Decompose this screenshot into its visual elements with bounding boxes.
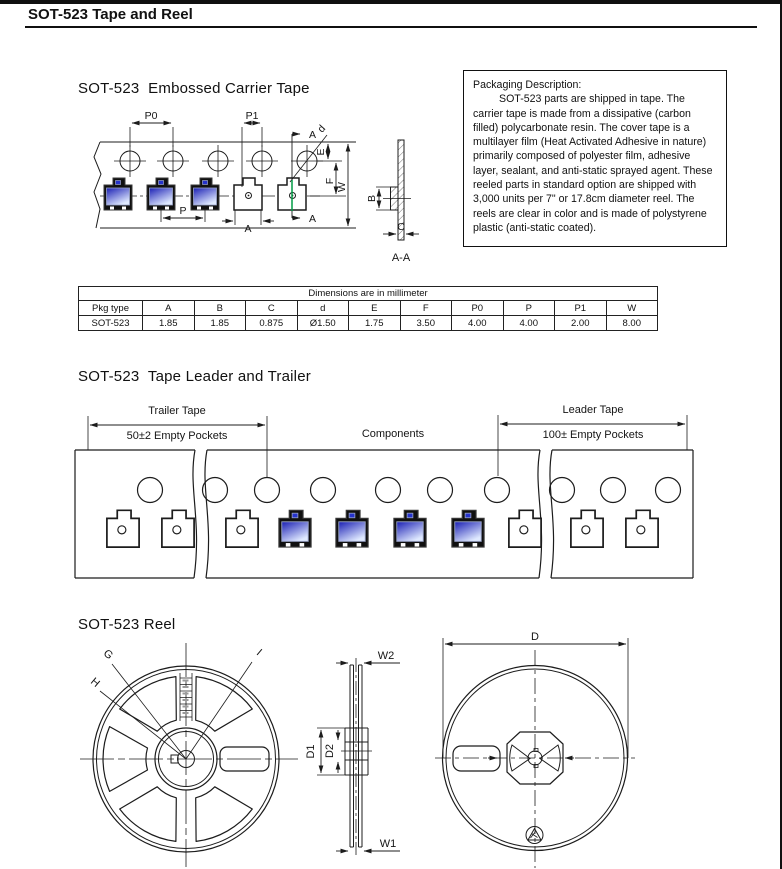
col-header: C [246, 301, 298, 316]
page-title: SOT-523 Tape and Reel [28, 6, 193, 23]
empty-pocket [162, 510, 194, 547]
cell-value: 4.00 [503, 316, 555, 331]
svg-text:B: B [366, 194, 378, 203]
cell-value: 3.50 [400, 316, 452, 331]
empty-pocket [234, 178, 262, 210]
tape-sprocket-holes [138, 478, 681, 503]
callout-h: H [88, 675, 102, 690]
title-rule [25, 26, 757, 28]
leader-trailer-drawing [55, 398, 735, 588]
cell-value: 2.00 [555, 316, 607, 331]
col-header: P [503, 301, 555, 316]
section-view-caption: A-A [391, 252, 411, 264]
dim-p1 [242, 110, 262, 187]
empty-pocket [226, 510, 258, 547]
cell-value: 0.875 [246, 316, 298, 331]
page-top-bar [0, 0, 782, 4]
packaging-title: Packaging Description: [473, 79, 582, 91]
empty-pocket [107, 510, 139, 547]
reel-heading: SOT-523 Reel [78, 616, 176, 633]
svg-text:P: P [179, 205, 187, 217]
reel-front-view [80, 643, 298, 867]
reel-section-view [305, 650, 400, 855]
svg-text:d: d [315, 122, 329, 136]
svg-text:D: D [531, 631, 539, 643]
reel-hub-slot [453, 746, 500, 771]
orientation-mark [526, 827, 543, 844]
svg-text:D2: D2 [324, 743, 336, 759]
trailer-pockets-label: 50±2 Empty Pockets [126, 430, 228, 442]
table-caption: Dimensions are in millimeter [79, 287, 658, 301]
table-data-row [79, 316, 658, 331]
svg-text:A: A [309, 213, 317, 225]
dim-w2 [336, 650, 400, 663]
packaging-body: SOT-523 parts are shipped in tape. The carrier tape is made from a dissipative (carbon filled) polycarbonate resin. The cover tape is a multilayer film (Heat Activated Adhesive in nature) primarily composed of polyester film, adhesive layer, sealant, and anti-static sprayed agent. These reeled parts in standard option are shipped with 3,000 units per 7" or 17.8cm diameter reel. The reels are clear in color and is made of polystyrene plastic (anti-static coated). [473, 93, 713, 234]
svg-text:P0: P0 [144, 110, 158, 122]
dim-w [336, 144, 348, 226]
components-label: Components [361, 428, 425, 440]
component-package [147, 178, 175, 210]
svg-text:W2: W2 [377, 650, 395, 662]
empty-pocket [626, 510, 658, 547]
component-package [104, 178, 132, 210]
component-package [279, 510, 311, 547]
svg-text:A: A [309, 129, 317, 141]
leader-dim [498, 404, 687, 476]
carrier-tape-heading: SOT-523 Embossed Carrier Tape [78, 80, 310, 97]
dim-w1 [336, 838, 400, 851]
cell-value: 8.00 [606, 316, 658, 331]
callout-i: I [253, 647, 264, 659]
table-header-row [79, 301, 658, 316]
col-header: B [194, 301, 246, 316]
svg-text:W1: W1 [379, 838, 397, 850]
dim-c [383, 221, 419, 234]
empty-pocket [509, 510, 541, 547]
component-package [394, 510, 426, 547]
cell-value: 4.00 [452, 316, 504, 331]
cell-pkg-type: SOT-523 [79, 316, 143, 331]
col-header: Pkg type [79, 301, 143, 316]
dim-e [315, 144, 342, 161]
svg-text:E: E [315, 148, 327, 156]
dimensions-table [78, 286, 658, 331]
col-header: E [349, 301, 401, 316]
packaging-description-box [463, 70, 727, 247]
svg-text:W: W [336, 182, 348, 192]
svg-text:C: C [397, 221, 405, 233]
cell-value: Ø1.50 [297, 316, 349, 331]
reel-drawing [55, 628, 735, 869]
leader-tape-label: Leader Tape [562, 404, 624, 416]
col-header: P0 [452, 301, 504, 316]
leader-trailer-heading: SOT-523 Tape Leader and Trailer [78, 368, 311, 385]
trailer-tape-label: Trailer Tape [148, 405, 206, 417]
dim-p0 [130, 110, 173, 147]
cell-value: 1.85 [194, 316, 246, 331]
svg-text:F: F [324, 177, 336, 185]
col-header: A [143, 301, 195, 316]
component-package [191, 178, 219, 210]
dim-d2 [324, 730, 338, 773]
col-header: d [297, 301, 349, 316]
cell-value: 1.85 [143, 316, 195, 331]
svg-text:A: A [244, 223, 252, 235]
col-header: F [400, 301, 452, 316]
reel-back-view [435, 631, 635, 868]
col-header: W [606, 301, 658, 316]
dim-a [222, 210, 274, 235]
svg-text:P1: P1 [245, 110, 259, 122]
section-view [366, 140, 419, 264]
leader-pockets-label: 100± Empty Pockets [542, 429, 644, 441]
tape-strip-outline [75, 450, 693, 578]
carrier-tape-drawing [70, 103, 462, 275]
callout-g: G [100, 647, 116, 663]
svg-text:D1: D1 [305, 744, 317, 759]
dim-d [443, 631, 628, 758]
cell-value: 1.75 [349, 316, 401, 331]
component-package [336, 510, 368, 547]
empty-pocket [571, 510, 603, 547]
component-package [452, 510, 484, 547]
trailer-dim [88, 405, 267, 478]
col-header: P1 [555, 301, 607, 316]
